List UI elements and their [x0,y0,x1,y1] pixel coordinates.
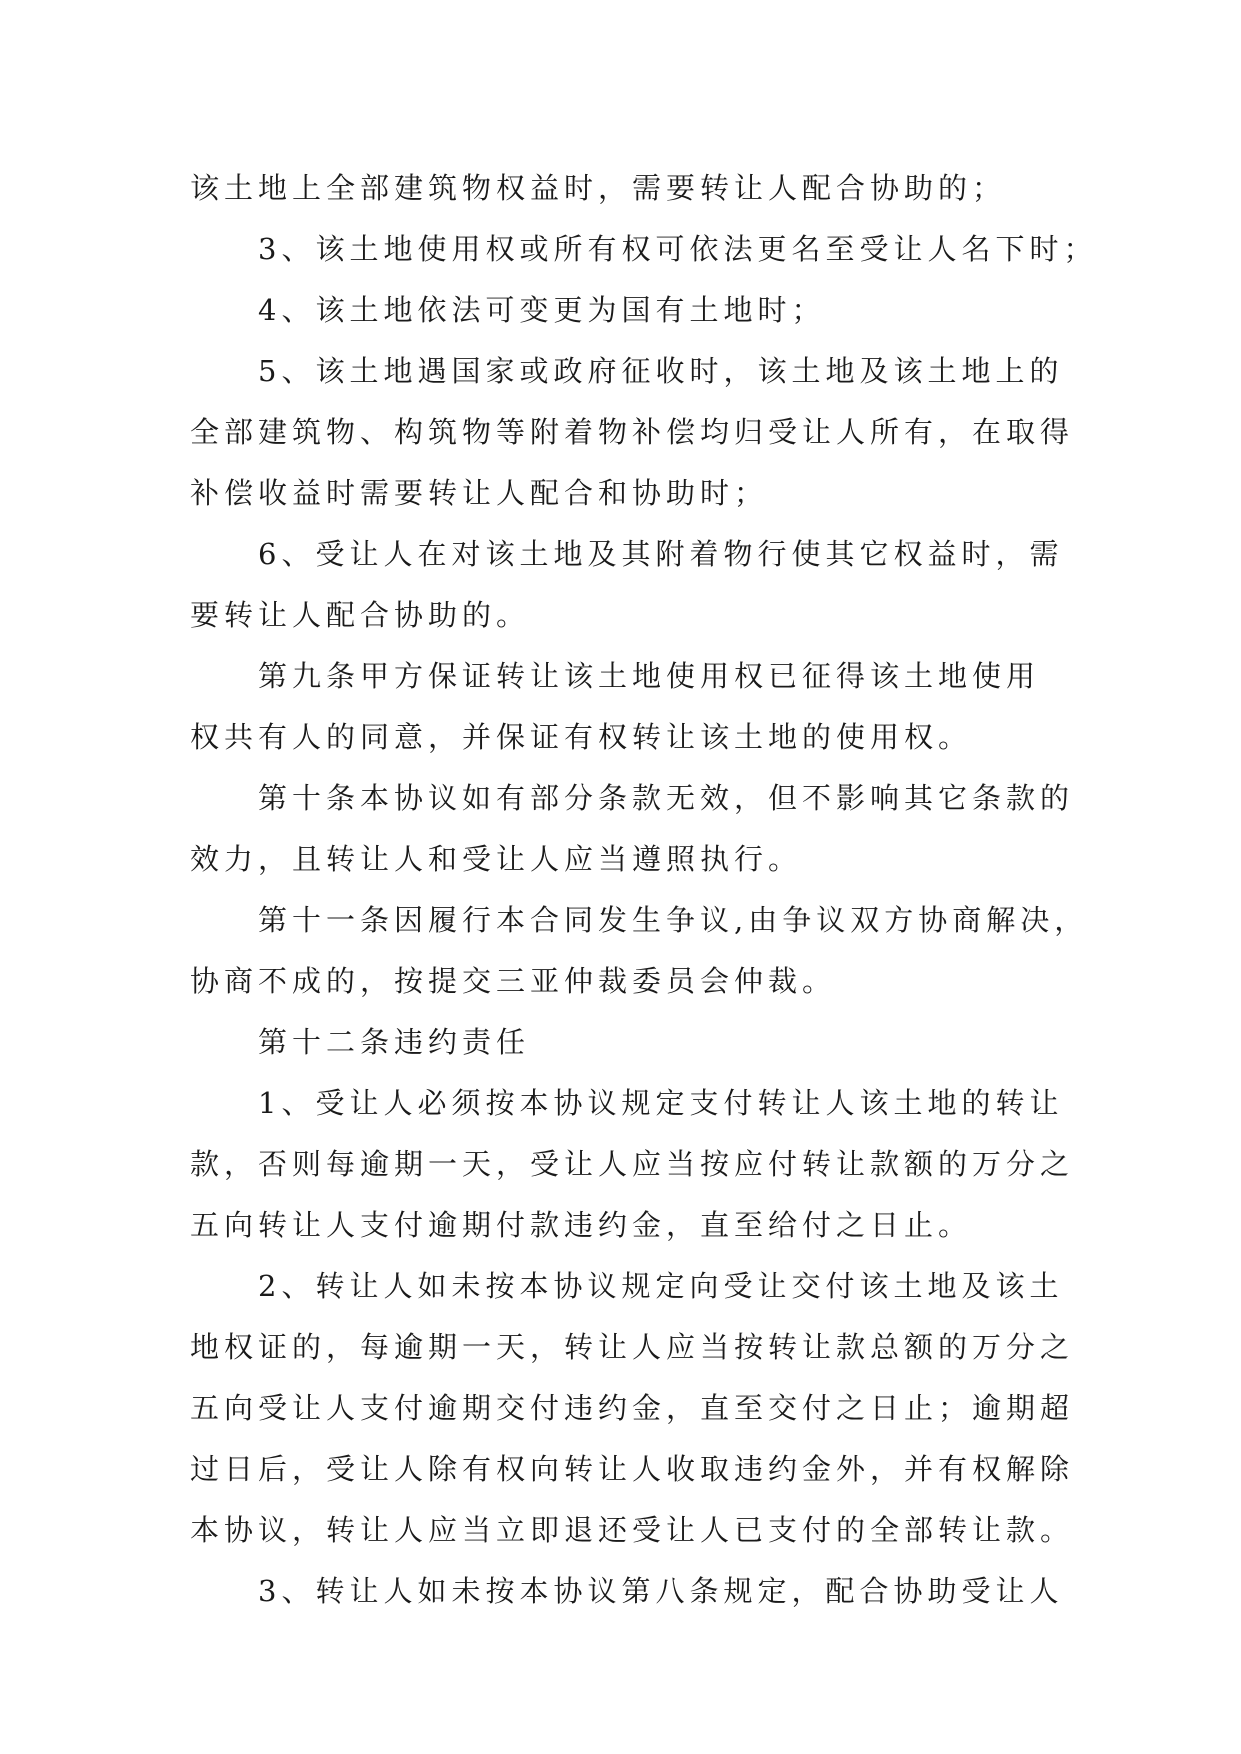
text-line: 五向转让人支付逾期付款违约金，直至给付之日止。 [190,1208,973,1242]
text-line: 6、受让人在对该土地及其附着物行使其它权益时，需 [258,537,1064,571]
text-line: 过日后，受让人除有权向转让人收取违约金外，并有权解除 [190,1452,1075,1486]
text-line: 第十一条因履行本合同发生争议,由争议双方协商解决， [258,903,1089,937]
contract-body-text [190,158,1098,1622]
text-line: 3、该土地使用权或所有权可依法更名至受让人名下时； [258,232,1098,266]
text-line: 五向受让人支付逾期交付违约金，直至交付之日止；逾期超 [190,1391,1075,1425]
text-line: 地权证的，每逾期一天，转让人应当按转让款总额的万分之 [190,1330,1075,1364]
text-line: 第九条甲方保证转让该土地使用权已征得该土地使用 [258,659,1041,693]
section-heading: 第十二条违约责任 [258,1025,531,1059]
text-line: 5、该土地遇国家或政府征收时，该土地及该土地上的 [258,354,1064,388]
text-line: 本协议，转让人应当立即退还受让人已支付的全部转让款。 [190,1513,1075,1547]
text-line: 款，否则每逾期一天，受让人应当按应付转让款额的万分之 [190,1147,1075,1181]
text-line: 效力，且转让人和受让人应当遵照执行。 [190,842,803,876]
text-line: 权共有人的同意，并保证有权转让该土地的使用权。 [190,720,973,754]
text-line: 补偿收益时需要转让人配合和协助时； [190,476,769,510]
text-line: 要转让人配合协助的。 [190,598,531,632]
text-line: 该土地上全部建筑物权益时，需要转让人配合协助的； [190,171,1007,205]
text-line: 2、转让人如未按本协议规定向受让交付该土地及该土 [258,1269,1064,1303]
text-line: 第十条本协议如有部分条款无效，但不影响其它条款的 [258,781,1075,815]
text-line: 3、转让人如未按本协议第八条规定，配合协助受让人 [258,1574,1064,1608]
text-line: 4、该土地依法可变更为国有土地时； [258,293,826,327]
text-line: 全部建筑物、构筑物等附着物补偿均归受让人所有，在取得 [190,415,1075,449]
text-line: 协商不成的，按提交三亚仲裁委员会仲裁。 [190,964,837,998]
text-line: 1、受让人必须按本协议规定支付转让人该土地的转让 [258,1086,1064,1120]
